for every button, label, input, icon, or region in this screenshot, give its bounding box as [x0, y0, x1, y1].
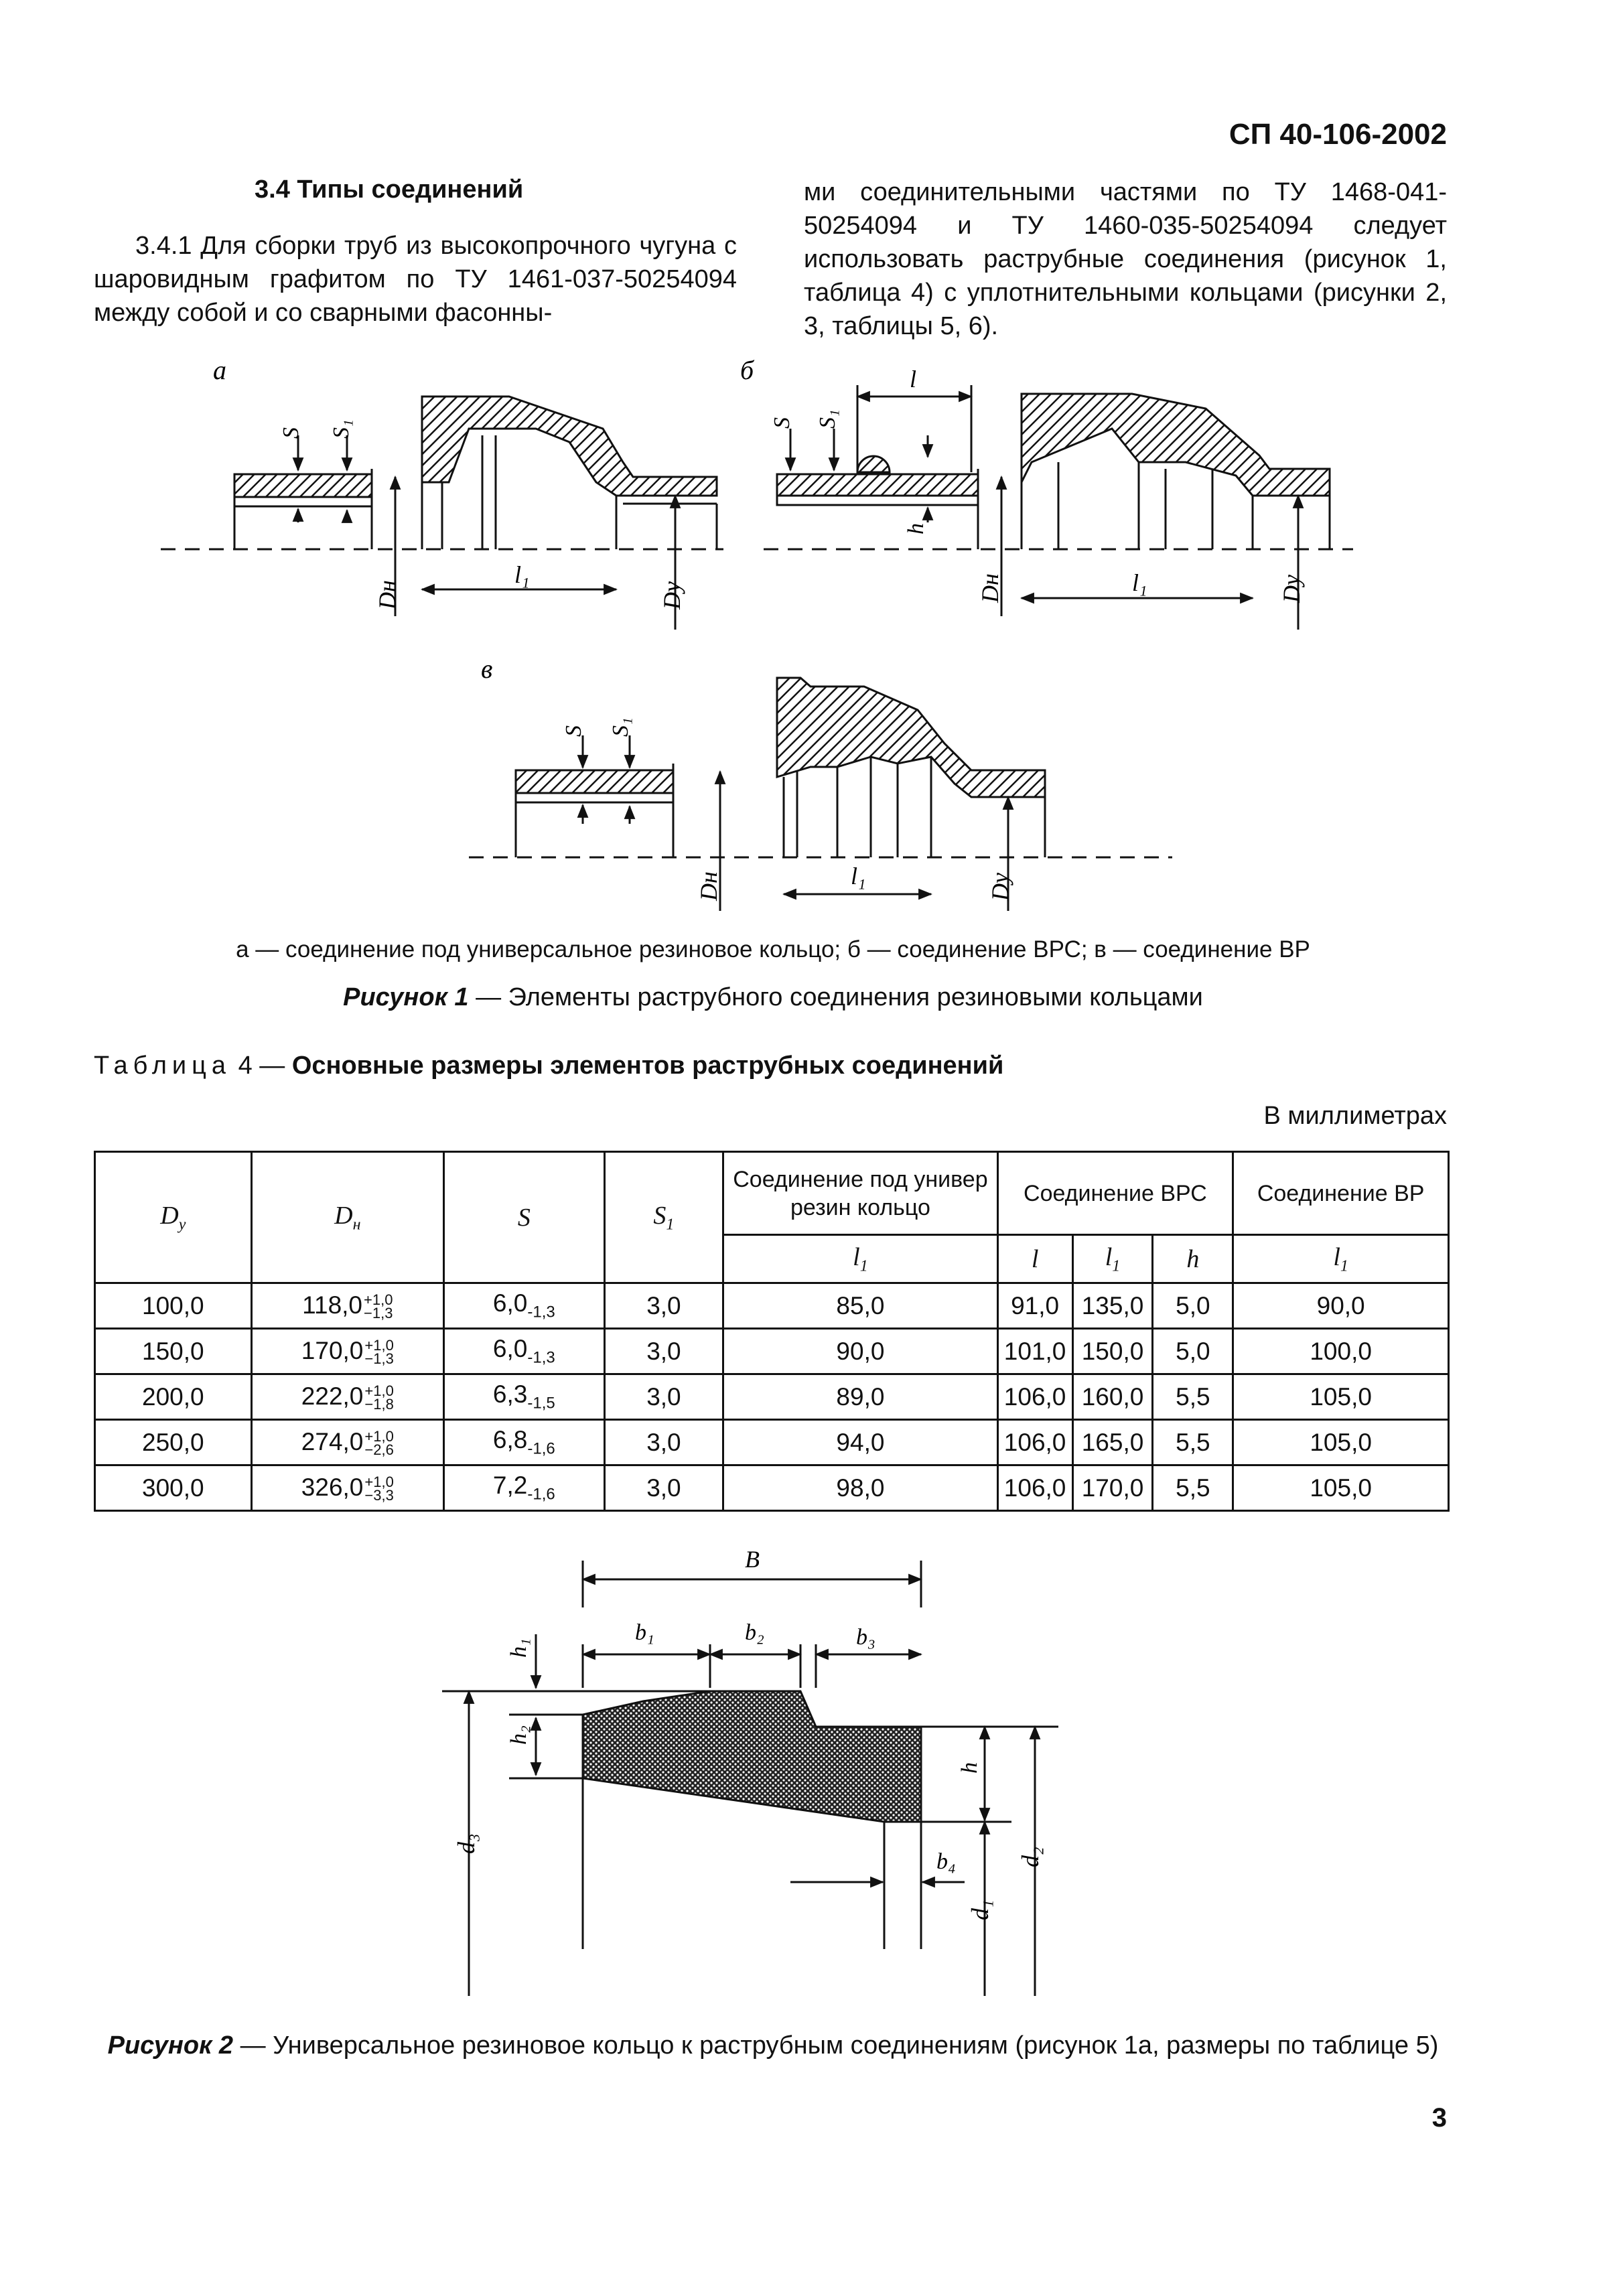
- svg-text:h: h: [904, 523, 928, 534]
- page-number: 3: [1431, 2103, 1447, 2133]
- cell-vrs-l: 91,0: [997, 1283, 1072, 1329]
- svg-text:b₂: b₂: [745, 1620, 764, 1645]
- figure1-a-drawing: [161, 397, 723, 630]
- svg-text:b₃: b₃: [856, 1625, 875, 1650]
- figure1-caption: [94, 983, 1452, 1012]
- figure1-legend: а — соединение под универсальное резиновое кольцо; б — соединение ВРС; в — соединение ВР: [236, 936, 1310, 962]
- cell-vrs-h: 5,5: [1153, 1465, 1233, 1511]
- cell-vr-l1: 90,0: [1233, 1283, 1449, 1329]
- svg-text:d₂: d₂: [1017, 1847, 1044, 1867]
- cell-vr-l1: 105,0: [1233, 1420, 1449, 1465]
- header-vr: Соединение ВР: [1233, 1152, 1449, 1235]
- figure1-caption-text: — Элементы раструбного соединения резиновыми кольцами: [468, 983, 1203, 1011]
- cell-univ-l1: 85,0: [723, 1283, 997, 1329]
- cell-dn: 326,0+1,0 −3,3: [251, 1465, 443, 1511]
- header-dy: $D_у$: [95, 1152, 252, 1283]
- cell-s: $6,0_{-1,3}$: [444, 1283, 605, 1329]
- table4-body: [95, 1283, 1449, 1511]
- cell-univ-l1: 98,0: [723, 1465, 997, 1511]
- paragraph-right: ми соединительными частями по ТУ 1468-041-50254094 и ТУ 1460-035-50254094 следует использовать раструбные соединения (рисунок 1, таблица 4) с уплотнительными кольцами (рисунки 2, 3, таблицы 5, 6).: [804, 178, 1447, 340]
- cell-s: $6,3_{-1,5}$: [444, 1374, 605, 1420]
- cell-vr-l1: 100,0: [1233, 1329, 1449, 1374]
- cell-s1: 3,0: [604, 1374, 723, 1420]
- cell-dn: 170,0+1,0 −1,3: [251, 1329, 443, 1374]
- cell-s1: 3,0: [604, 1283, 723, 1329]
- figure1-v-drawing: [469, 678, 1172, 911]
- svg-text:B: B: [745, 1546, 760, 1573]
- figure2-caption-bold: Рисунок 2: [107, 2031, 234, 2060]
- svg-text:l₁: l₁: [1132, 569, 1147, 596]
- cell-dn: 222,0+1,0 −1,8: [251, 1374, 443, 1420]
- paragraph-left: 3.4.1 Для сборки труб из высокопрочного чугуна с шаровидным графитом по ТУ 1461-037-50254094 между собой и со сварными фасонны-: [94, 232, 737, 327]
- cell-vrs-h: 5,5: [1153, 1420, 1233, 1465]
- table4-units: В миллиметрах: [1263, 1102, 1447, 1130]
- cell-dy: 250,0: [95, 1420, 252, 1465]
- cell-vr-l1: 105,0: [1233, 1374, 1449, 1420]
- figure1-b-drawing: [764, 385, 1353, 630]
- svg-text:h₁: h₁: [506, 1638, 531, 1658]
- header-vrs: Соединение ВРС: [997, 1152, 1233, 1235]
- svg-text:Dн: Dн: [374, 580, 401, 609]
- header-vr-l1: $l_1$: [1233, 1235, 1449, 1283]
- svg-text:S₁: S₁: [815, 409, 840, 429]
- svg-text:h₂: h₂: [506, 1725, 531, 1745]
- table4-title-label: Таблица: [94, 1052, 231, 1080]
- cell-vrs-h: 5,0: [1153, 1283, 1233, 1329]
- header-univ-l1: $l_1$: [723, 1235, 997, 1283]
- document-code: СП 40-106-2002: [1229, 118, 1447, 151]
- svg-text:l: l: [910, 366, 917, 392]
- cell-vrs-l: 101,0: [997, 1329, 1072, 1374]
- header-s1: $S_1$: [604, 1152, 723, 1283]
- figure2-caption-text: — Универсальное резиновое кольцо к раструбным соединениям (рисунок 1а, размеры по таблице 5): [233, 2031, 1439, 2060]
- cell-vrs-l: 106,0: [997, 1420, 1072, 1465]
- figure2-caption: [94, 2029, 1452, 2062]
- svg-text:h: h: [957, 1762, 982, 1774]
- cell-vrs-h: 5,5: [1153, 1374, 1233, 1420]
- table4-title: [94, 1052, 1003, 1080]
- cell-vrs-l1: 170,0: [1072, 1465, 1153, 1511]
- cell-s1: 3,0: [604, 1465, 723, 1511]
- cell-univ-l1: 90,0: [723, 1329, 997, 1374]
- cell-vrs-l: 106,0: [997, 1374, 1072, 1420]
- header-dn: $D_н$: [251, 1152, 443, 1283]
- cell-vrs-l1: 160,0: [1072, 1374, 1153, 1420]
- figure1-caption-bold: Рисунок 1: [343, 983, 469, 1011]
- header-vrs-l: l: [997, 1235, 1072, 1283]
- cell-univ-l1: 94,0: [723, 1420, 997, 1465]
- svg-text:b₁: b₁: [635, 1620, 654, 1645]
- cell-dn: 274,0+1,0 −2,6: [251, 1420, 443, 1465]
- table-row: [95, 1465, 1449, 1511]
- svg-text:S: S: [279, 427, 303, 439]
- svg-text:l₁: l₁: [851, 863, 866, 889]
- cell-s: $7,2_{-1,6}$: [444, 1465, 605, 1511]
- svg-text:Dу: Dу: [987, 873, 1013, 901]
- figure1-b-label: б: [740, 355, 754, 385]
- svg-text:S: S: [770, 417, 794, 429]
- cell-vrs-l1: 135,0: [1072, 1283, 1153, 1329]
- cell-vr-l1: 105,0: [1233, 1465, 1449, 1511]
- svg-text:S₁: S₁: [608, 717, 633, 737]
- cell-vrs-l1: 150,0: [1072, 1329, 1153, 1374]
- svg-text:Dу: Dу: [1278, 575, 1305, 603]
- table4-title-bold: Основные размеры элементов раструбных соединений: [291, 1052, 1004, 1080]
- table4-title-number: 4 —: [238, 1052, 285, 1080]
- svg-text:d₃: d₃: [453, 1833, 480, 1854]
- svg-text:Dу: Dу: [658, 581, 685, 609]
- svg-text:S₁: S₁: [329, 419, 354, 439]
- cell-dy: 300,0: [95, 1465, 252, 1511]
- svg-text:d₁: d₁: [967, 1899, 993, 1920]
- header-vrs-l1: $l_1$: [1072, 1235, 1153, 1283]
- cell-s: $6,0_{-1,3}$: [444, 1329, 605, 1374]
- cell-dn: 118,0+1,0 −1,3: [251, 1283, 443, 1329]
- cell-vrs-l1: 165,0: [1072, 1420, 1153, 1465]
- cell-univ-l1: 89,0: [723, 1374, 997, 1420]
- svg-text:l₁: l₁: [514, 561, 530, 588]
- section-title: 3.4 Типы соединений: [255, 175, 524, 204]
- svg-text:S: S: [561, 725, 586, 737]
- svg-text:Dн: Dн: [977, 573, 1003, 603]
- table-row: [95, 1420, 1449, 1465]
- cell-s1: 3,0: [604, 1420, 723, 1465]
- figure1-v-label: в: [481, 654, 493, 684]
- table-row: [95, 1283, 1449, 1329]
- header-s: S: [444, 1152, 605, 1283]
- cell-dy: 200,0: [95, 1374, 252, 1420]
- cell-s: $6,8_{-1,6}$: [444, 1420, 605, 1465]
- header-vrs-h: h: [1153, 1235, 1233, 1283]
- cell-vrs-h: 5,0: [1153, 1329, 1233, 1374]
- svg-text:b₄: b₄: [936, 1849, 956, 1874]
- figure1-a-label: а: [213, 355, 226, 385]
- cell-dy: 150,0: [95, 1329, 252, 1374]
- table4: [94, 1151, 1450, 1512]
- header-univ: Соединение под универ резин кольцо: [723, 1152, 997, 1235]
- cell-s1: 3,0: [604, 1329, 723, 1374]
- cell-dy: 100,0: [95, 1283, 252, 1329]
- svg-text:Dн: Dн: [695, 871, 722, 901]
- table-row: [95, 1374, 1449, 1420]
- table-row: [95, 1329, 1449, 1374]
- cell-vrs-l: 106,0: [997, 1465, 1072, 1511]
